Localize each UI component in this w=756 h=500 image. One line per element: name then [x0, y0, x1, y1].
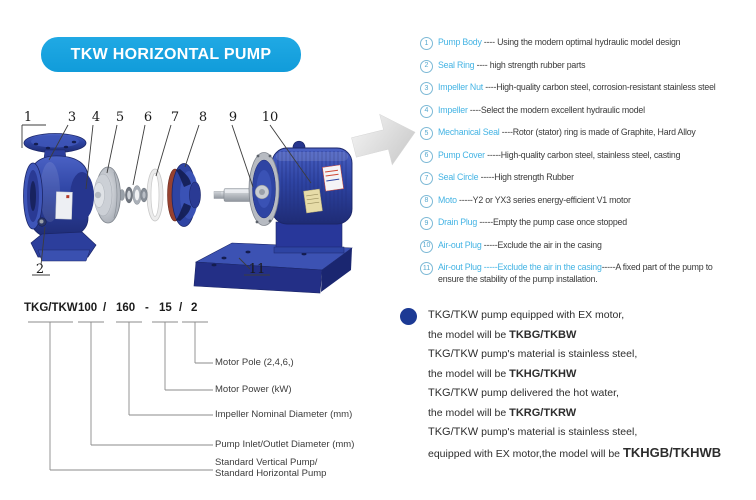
part-list-item: [420, 104, 754, 118]
part-list-item: [420, 171, 754, 185]
code-label-impeller-diam: Impeller Nominal Diameter (mm): [215, 409, 353, 420]
part-number-badge: 2: [420, 60, 433, 73]
pump-cover: [168, 164, 201, 227]
part-text: Drain Plug -----Empty the pump case once stopped: [438, 217, 627, 227]
mechanical-seal: [119, 186, 147, 205]
part-text: Impeller ----Select the modern excellent hydraulic model: [438, 104, 645, 115]
diagram-number: 8: [198, 110, 208, 125]
motor-label: [322, 165, 343, 191]
diagram-number: 9: [228, 110, 238, 125]
diagram-number: 3: [67, 110, 77, 125]
variant-line: TKG/TKW pump's material is stainless steel,: [428, 426, 638, 438]
motor: [214, 141, 352, 253]
part-text: Pump Body ---- Using the modern optimal hydraulic model design: [438, 37, 681, 47]
part-number-badge: 3: [420, 82, 433, 95]
model-code-part: 15: [159, 302, 172, 314]
part-text: Seal Ring ---- high strength rubber parts: [438, 59, 586, 70]
model-code-part: TKG/TKW: [24, 302, 78, 314]
code-label-inlet-outlet: Pump Inlet/Outlet Diameter (mm): [215, 439, 355, 450]
variant-line: TKG/TKW pump equipped with EX motor,: [428, 309, 625, 321]
part-list-item: [420, 149, 754, 163]
motor-nameplate: [304, 189, 323, 213]
part-list-item: [420, 239, 754, 253]
part-text: Moto -----Y2 or YX3 series energy-efficient V1 motor: [438, 194, 631, 205]
part-text: Pump Cover -----High-quality carbon steel, stainless steel, casting: [438, 149, 681, 160]
part-number-badge: 1: [420, 37, 433, 50]
part-text: Impeller Nut ----High-quality carbon steel, corrosion-resistant stainless steel: [438, 82, 716, 92]
part-number-badge: 9: [420, 217, 433, 230]
part-list-item: [420, 126, 754, 140]
pump-exploded-diagram: [8, 92, 433, 297]
diagram-number: 11: [248, 262, 266, 277]
part-number-badge: 4: [420, 105, 433, 118]
part-number-badge: 5: [420, 127, 433, 140]
parts-list: [420, 36, 754, 294]
code-label-motor-pole: Motor Pole (2,4,6,): [215, 357, 294, 368]
diagram-number: 10: [261, 110, 279, 125]
variant-line: equipped with EX motor,the model will be TKHGB/TKHWB: [428, 444, 722, 460]
part-text: Seal Circle -----High strength Rubber: [438, 172, 574, 182]
model-code-part: -: [145, 302, 149, 314]
part-list-item: [420, 36, 754, 50]
variant-line: TKG/TKW pump's material is stainless steel,: [428, 348, 638, 360]
part-text: Mechanical Seal ----Rotor (stator) ring is made of Graphite, Hard Alloy: [438, 127, 696, 137]
part-text: Air-out Plug -----Exclude the air in the casing-----A fixed part of the pump to ensure the stability of the pump installation.: [438, 262, 713, 284]
part-number-badge: 11: [420, 262, 433, 275]
pump-sticker: [56, 192, 73, 220]
diagram-number: 6: [143, 110, 153, 125]
flow-arrow-icon: [348, 107, 422, 173]
part-list-item: [420, 216, 754, 230]
diagram-number: 7: [170, 110, 180, 125]
seal-circle-oring: [147, 169, 163, 221]
lifting-lug: [293, 141, 305, 148]
model-code-part: 160: [116, 302, 136, 314]
diagram-number: 4: [91, 110, 101, 125]
variant-line: the model will be TKHG/TKHW: [428, 367, 577, 380]
part-list-item: [420, 261, 754, 285]
title-banner: [41, 37, 301, 72]
model-code-part: /: [179, 302, 183, 314]
bullet-icon: [400, 308, 417, 325]
part-list-item: [420, 81, 754, 95]
code-label-standard-horizontal: Standard Horizontal Pump: [215, 468, 327, 479]
variant-line: the model will be TKRG/TKRW: [428, 406, 577, 419]
code-label-motor-power: Motor Power (kW): [215, 384, 292, 395]
part-number-badge: 7: [420, 172, 433, 185]
part-list-item: [420, 59, 754, 73]
code-label-standard-vertical: Standard Vertical Pump/: [215, 457, 318, 468]
model-code-part: /: [103, 302, 107, 314]
variant-notes: [428, 309, 754, 467]
pump-body: [24, 134, 97, 262]
part-number-badge: 6: [420, 150, 433, 163]
page-title: TKW HORIZONTAL PUMP: [70, 45, 272, 63]
variant-line: TKG/TKW pump delivered the hot water,: [428, 387, 619, 399]
part-number-badge: 8: [420, 195, 433, 208]
part-list-item: [420, 194, 754, 208]
variant-line: the model will be TKBG/TKBW: [428, 328, 577, 341]
motor-front-flange: [249, 153, 279, 226]
diagram-number: 5: [115, 110, 125, 125]
model-code-part: 2: [191, 302, 198, 314]
diagram-number: 1: [23, 110, 33, 125]
diagram-number: 2: [35, 262, 45, 277]
part-text: Air-out Plug -----Exclude the air in the casing: [438, 239, 602, 250]
part-number-badge: 10: [420, 240, 433, 253]
model-code-part: 100: [78, 302, 98, 314]
impeller: [94, 167, 121, 223]
